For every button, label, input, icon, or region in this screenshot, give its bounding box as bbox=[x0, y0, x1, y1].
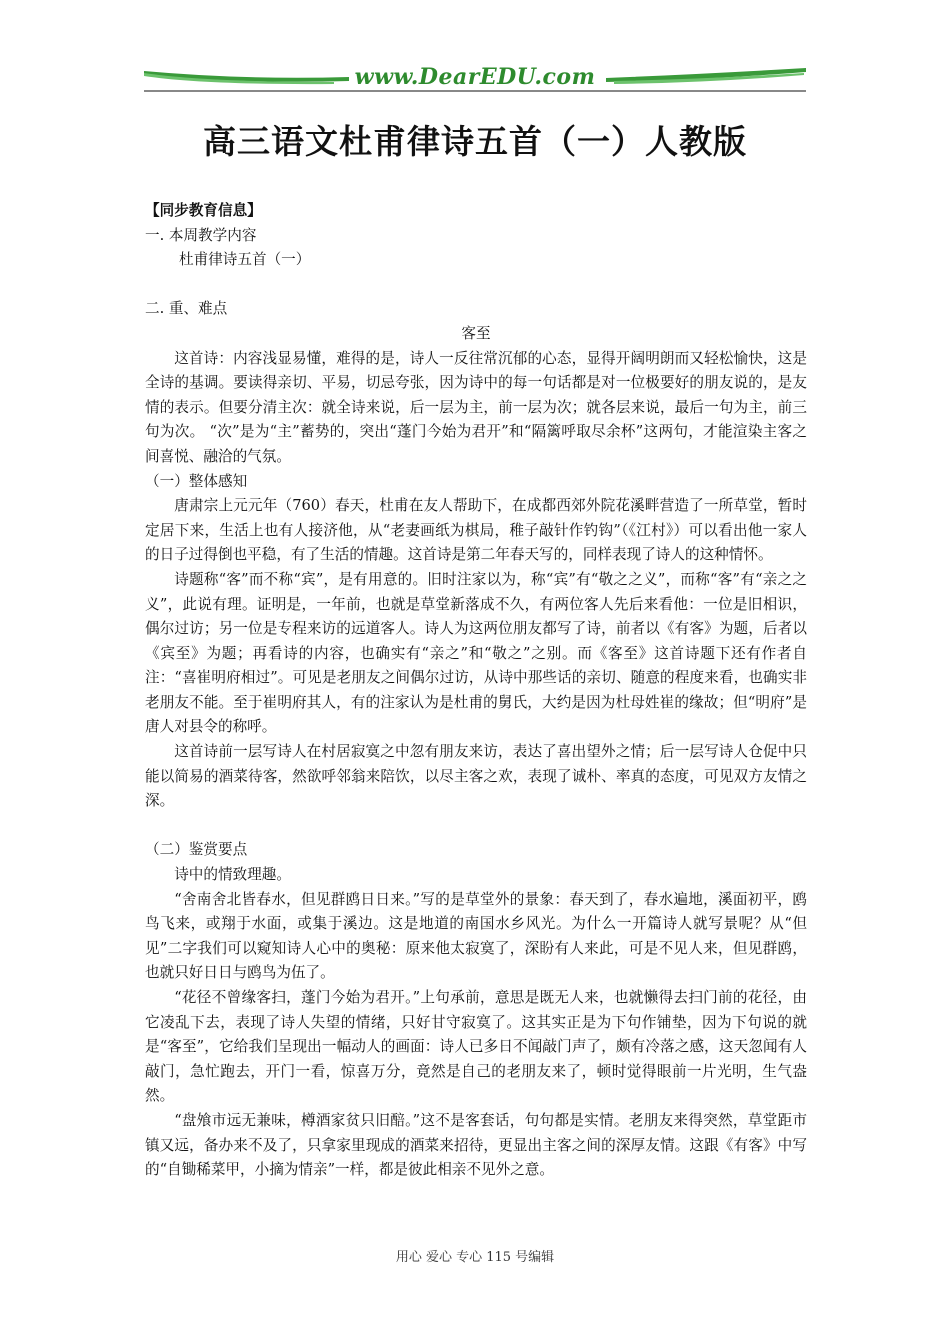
part-2-subheading: 诗中的情致理趣。 bbox=[174, 866, 291, 884]
section-2-heading: 二. 重、难点 bbox=[145, 300, 228, 318]
document-body bbox=[145, 199, 807, 1183]
section-1-item: 杜甫律诗五首（一） bbox=[179, 251, 311, 269]
site-header bbox=[144, 62, 806, 94]
part-1-heading: （一）整体感知 bbox=[145, 472, 248, 490]
section-1-heading: 一. 本周教学内容 bbox=[145, 226, 257, 244]
paragraph: 唐肃宗上元元年（760）春天，杜甫在友人帮助下，在成都西郊外院花溪畔营造了一所草堂，暂时定居下来，生活上也有人接济他，从“老妻画纸为棋局，稚子敲针作钓钩”（《江村》）可以看出他一家人的日子过得倒也平稳，有了生活的情趣。这首诗是第二年春天写的，同样表现了诗人的这种情怀。 bbox=[145, 497, 807, 564]
section-label: 【同步教育信息】 bbox=[145, 202, 262, 219]
site-logo-text: www.DearEDU.com bbox=[354, 64, 596, 90]
page-footer: 用心 爱心 专心 115 号编辑 bbox=[395, 1250, 555, 1265]
paragraph: “花径不曾缘客扫，蓬门今始为君开。”上句承前，意思是既无人来，也就懒得去扫门前的花径，由它凌乱下去，表现了诗人失望的情绪，只好甘守寂寞了。这其实正是为下句作铺垫，因为下句说的就是“客至”，它给我们呈现出一幅动人的画面：诗人已多日不闻敲门声了，颇有冷落之感，这天忽闻有人敲门，急忙跑去，开门一看，惊喜万分，竟然是自己的老朋友来了，顿时觉得眼前一片光明，生气盎然。 bbox=[145, 989, 807, 1105]
paragraph: “盘飧市远无兼味，樽酒家贫只旧醅。”这不是客套话，句句都是实情。老朋友来得突然，草堂距市镇又远，备办来不及了，只拿家里现成的酒菜来招待，更显出主客之间的深厚友情。这跟《有客》中写的“自锄稀菜甲，小摘为情亲”一样，都是彼此相亲不见外之意。 bbox=[145, 1111, 807, 1179]
poem-title: 客至 bbox=[461, 324, 491, 342]
paragraph: 诗题称“客”而不称“宾”，是有用意的。旧时注家以为，称“宾”有“敬之之义”，而称“客”有“亲之之义”，此说有理。证明是，一年前，也就是草堂新落成不久，有两位客人先后来看他：一位是旧相识，偶尔过访；另一位是专程来访的远道客人。诗人为这两位朋友都写了诗，前者以《有客》为题，后者以《宾至》为题；再看诗的内容，也确实有“亲之”和“敬之”之别。而《客至》这首诗题下还有作者自注：“喜崔明府相过”。可见是老朋友之间偶尔过访，从诗中那些话的亲切、随意的程度来看，也确实非老朋友不能。至于崔明府其人，有的注家认为是杜甫的舅氏，大约是因为杜母姓崔的缘故；但“明府”是唐人对县令的称呼。 bbox=[145, 570, 807, 736]
paragraph: “舍南舍北皆春水，但见群鸥日日来。”写的是草堂外的景象：春天到了，春水遍地，溪面初平，鸥鸟飞来，或翔于水面，或集于溪边。这是地道的南国水乡风光。为什么一开篇诗人就写景呢？从“但见”二字我们可以窥知诗人心中的奥秘：原来他太寂寞了，深盼有人来此，可是不见人来，但见群鸥，也就只好日日与鸥鸟为伍了。 bbox=[145, 890, 807, 982]
paragraph: 这首诗前一层写诗人在村居寂寞之中忽有朋友来访，表达了喜出望外之情；后一层写诗人仓促中只能以简易的酒菜待客，然欲呼邻翁来陪饮，以尽主客之欢，表现了诚朴、率真的态度，可见双方友情之深。 bbox=[145, 743, 807, 810]
page-title: 高三语文杜甫律诗五首（一）人教版 bbox=[203, 122, 747, 161]
part-2-heading: （二）鉴赏要点 bbox=[145, 841, 248, 859]
paragraph: 这首诗：内容浅显易懂，难得的是，诗人一反往常沉郁的心态，显得开阔明朗而又轻松愉快，这是全诗的基调。要读得亲切、平易，切忌夸张，因为诗中的每一句话都是对一位极要好的朋友说的，是友情的表示。但要分清主次：就全诗来说，后一层为主，前一层为次；就各层来说，最后一句为主，前三句为次。 “次”是为“主”蓄势的，突出“蓬门今始为君开”和“隔篱呼取尽余杯”这两句，才能渲染主客之间喜悦、融洽的气氛。 bbox=[145, 349, 807, 465]
